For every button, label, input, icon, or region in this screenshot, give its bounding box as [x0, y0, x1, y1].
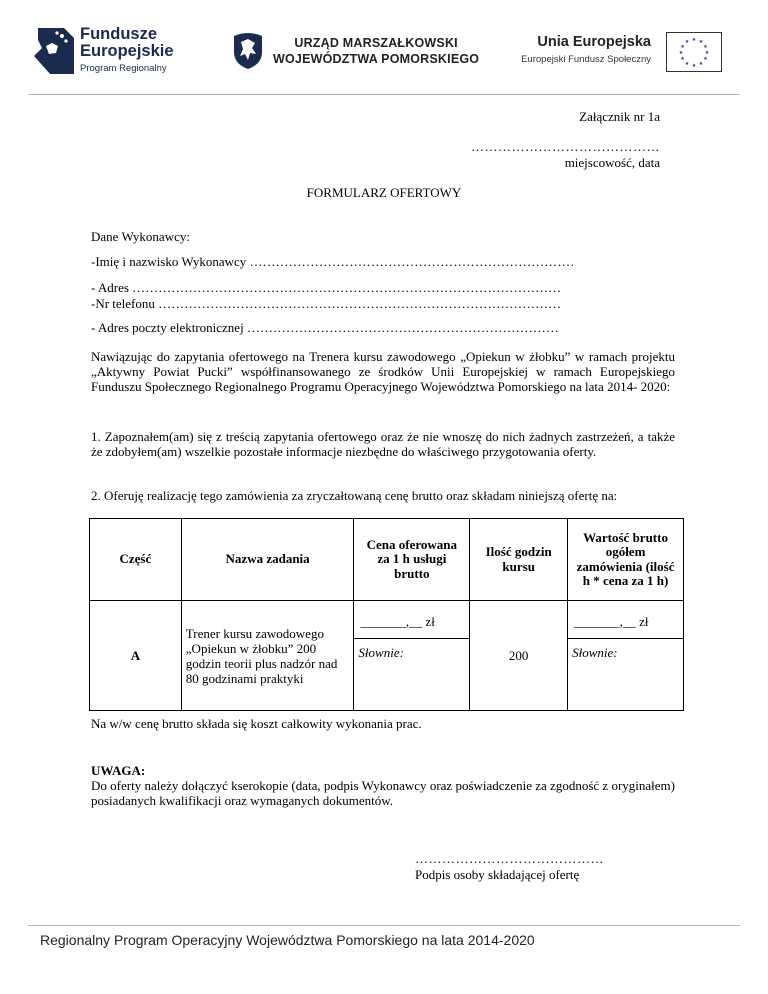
fe-line3: Program Regionalny: [80, 62, 167, 74]
svg-text:★: ★: [703, 56, 708, 62]
offer-table-header-row: [90, 519, 684, 601]
row-price-cell: [354, 601, 470, 711]
cost-note: Na w/w cenę brutto składa się koszt całkowity wykonania prac.: [91, 716, 422, 731]
pomorskie-griffin-crest-icon: [228, 30, 268, 70]
header-part: Część: [90, 519, 182, 601]
footer-text: Regionalny Program Operacyjny Województwa Pomorskiego na lata 2014-2020: [40, 932, 535, 948]
offer-table: [89, 518, 684, 711]
row-price-words[interactable]: Słownie:: [358, 645, 404, 660]
row-task-name: Trener kursu zawodowego „Opiekun w żłobku” 200 godzin teorii plus nadzór nad 80 godzinami praktyki: [181, 601, 354, 711]
fe-line1: Fundusze: [80, 25, 157, 43]
header-total-value: Wartość brutto ogółem zamówienia (ilość h * cena za 1 h): [568, 519, 684, 601]
urzad-marszalkowski-text: [273, 36, 479, 67]
svg-text:★: ★: [684, 61, 690, 67]
contractor-name-field: -Imię i nazwisko Wykonawcy …………………………………………………………………: [91, 254, 575, 269]
svg-text:★: ★: [691, 63, 697, 69]
row-total-words[interactable]: Słownie:: [572, 645, 618, 660]
offer-table-row: [90, 601, 684, 711]
header-hours: Ilość godzin kursu: [470, 519, 568, 601]
contractor-heading: Dane Wykonawcy:: [91, 229, 190, 244]
svg-text:★: ★: [698, 61, 704, 67]
point-1-paragraph: 1. Zapoznałem(am) się z treścią zapytania ofertowego oraz że nie wnoszę do nich żadnych zastrzeżeń, a także że zdobyłem(am) wszelkie pozostałe informacje niezbędne do właściwego przygotowania oferty.: [91, 429, 675, 459]
fe-line2: Europejskie: [80, 42, 174, 61]
svg-text:★: ★: [703, 44, 708, 50]
header-unit-price: Cena oferowana za 1 h usługi brutto: [354, 519, 470, 601]
place-date-label: miejscowość, data: [564, 155, 660, 170]
form-title: FORMULARZ OFERTOWY: [306, 185, 462, 200]
row-price-value[interactable]: _______,__ zł: [354, 601, 469, 639]
row-hours: 200: [470, 601, 568, 711]
um-line2: WOJEWÓDZTWA POMORSKIEGO: [273, 51, 480, 66]
point-2-paragraph: 2. Oferuję realizację tego zamówienia za zryczałtowaną cenę brutto oraz składam niniejszą ofertę na:: [91, 488, 618, 503]
svg-text:★: ★: [680, 44, 685, 50]
header-divider: [28, 94, 740, 95]
fundusze-europejskie-logo-icon: [32, 26, 76, 76]
row-part: A: [90, 601, 182, 711]
svg-text:★: ★: [680, 56, 685, 62]
signature-dots: ……………………………………: [415, 851, 604, 866]
row-total-value[interactable]: _______,__ zł: [568, 601, 683, 639]
warning-text: Do oferty należy dołączyć kserokopie (data, podpis Wykonawcy oraz poświadczenie za zgodność z oryginałem) posiadanych kwalifikacji oraz wymaganych dokumentów.: [91, 778, 675, 808]
svg-text:★: ★: [678, 50, 684, 56]
footer-divider: [28, 925, 740, 926]
annex-label: Załącznik nr 1a: [579, 109, 660, 124]
eu-flag-icon: [666, 32, 722, 72]
unia-europejska-text: [513, 34, 651, 65]
svg-text:★: ★: [698, 39, 704, 45]
contractor-email-field: - Adres poczty elektronicznej ………………………………………………………………: [91, 320, 559, 335]
ue-subtitle: Europejski Fundusz Społeczny: [521, 54, 651, 65]
signature-label: Podpis osoby składającej ofertę: [415, 867, 580, 882]
eu-stars-icon: [667, 33, 721, 71]
fundusze-europejskie-text: [80, 26, 174, 74]
contractor-address-field: - Adres ………………………………………………………………………………………: [91, 280, 562, 295]
intro-paragraph: Nawiązując do zapytania ofertowego na Trenera kursu zawodowego „Opiekun w żłobku” w ramach projektu „Aktywny Powiat Pucki” współfinansowanego ze środków Unii Europejskiej w ramach Europejskiego Funduszu Społecznego Regionalnego Programu Operacyjnego Województwa Pomorskiego na lata 2014- 2020:: [91, 349, 675, 394]
svg-text:★: ★: [691, 37, 697, 43]
row-total-cell: [568, 601, 684, 711]
warning-title: UWAGA:: [91, 763, 146, 778]
svg-text:★: ★: [704, 50, 710, 56]
place-date-dots: ……………………………………: [471, 139, 660, 154]
contractor-phone-field: -Nr telefonu …………………………………………………………………………………: [91, 296, 562, 311]
svg-text:★: ★: [684, 39, 690, 45]
header-task-name: Nazwa zadania: [181, 519, 354, 601]
ue-title: Unia Europejska: [537, 34, 651, 50]
um-line1: URZĄD MARSZAŁKOWSKI: [294, 36, 458, 50]
